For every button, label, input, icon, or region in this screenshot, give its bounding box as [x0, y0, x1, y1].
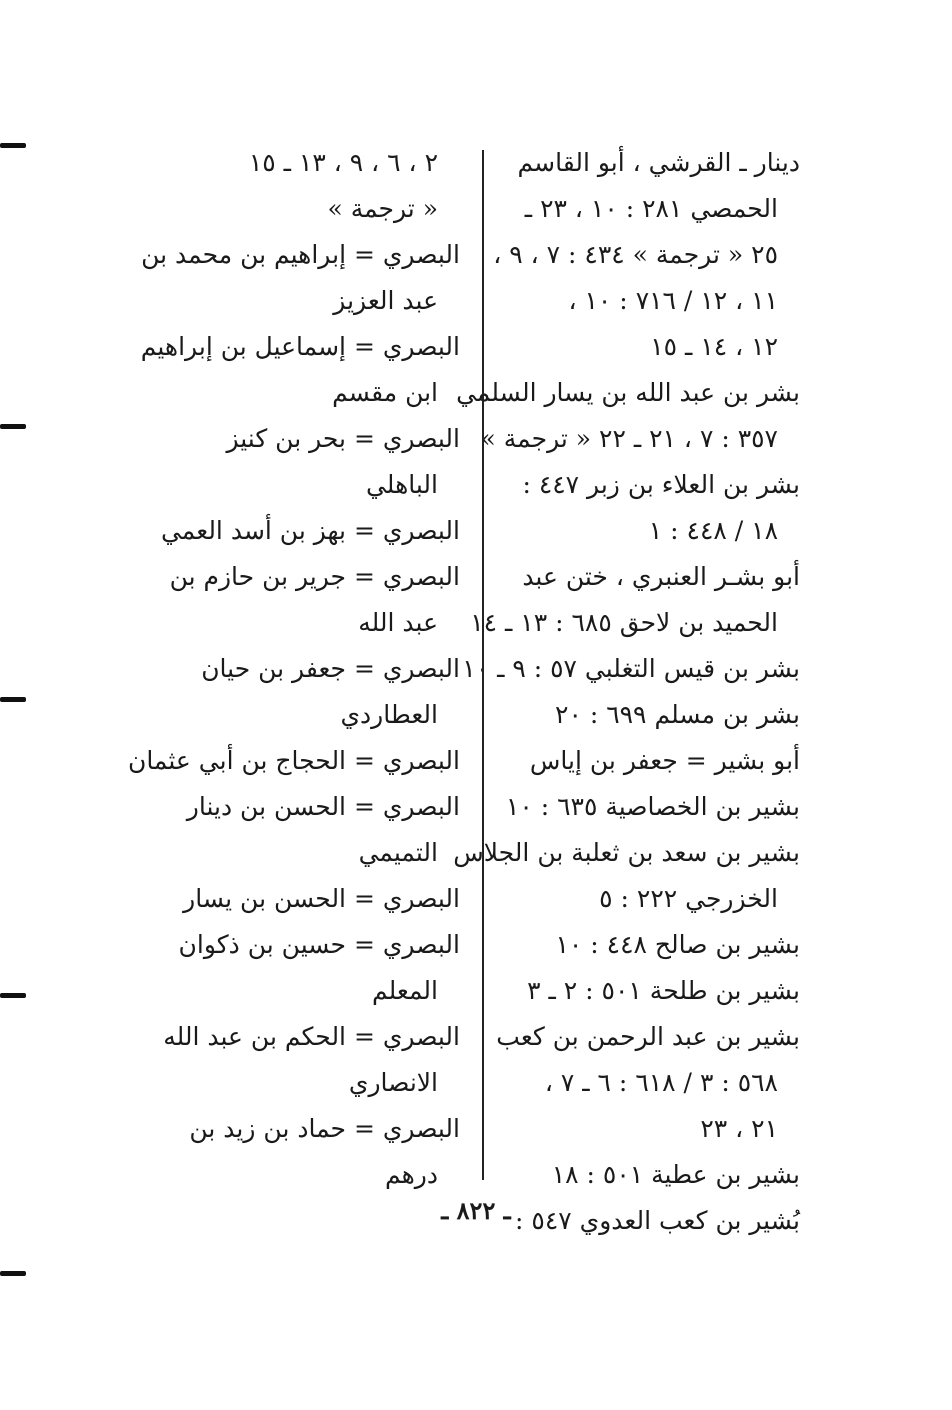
- left-index-entry-line: العطاردي: [340, 700, 438, 729]
- left-index-entry-line: التميمي: [358, 838, 438, 867]
- left-index-entry-line: « ترجمة »: [327, 194, 438, 223]
- right-index-entry-line: الحميد بن لاحق ٦٨٥ : ١٣ ـ ١٤: [470, 608, 778, 637]
- column-divider: [482, 150, 484, 1180]
- left-index-entry-line: البصري = الحجاج بن أبي عثمان: [127, 746, 460, 775]
- index-column-left: [127, 140, 460, 1198]
- margin-mark: [0, 143, 26, 148]
- right-index-entry-line: بشير بن صالح ٤٤٨ : ١٠: [555, 930, 800, 959]
- left-index-entry-line: البصري = الحكم بن عبد الله: [163, 1022, 460, 1051]
- right-index-entry-line: ٥٦٨ : ٣ / ٦١٨ : ٦ ـ ٧ ،: [544, 1068, 778, 1097]
- left-index-entry-line: البصري = حماد بن زيد بن: [189, 1114, 460, 1143]
- right-index-entry-line: بشير بن عطية ٥٠١ : ١٨: [551, 1160, 800, 1189]
- right-index-entry-line: أبو بشير = جعفر بن إياس: [529, 746, 800, 775]
- right-index-entry-line: أبو بشـر العنبري ، ختن عبد: [522, 562, 800, 591]
- left-index-entry-line: البصري = بهز بن أسد العمي: [160, 516, 460, 545]
- left-index-entry-line: ابن مقسم: [332, 378, 438, 407]
- right-index-entry-line: ٣٥٧ : ٧ ، ٢١ ـ ٢٢ « ترجمة »: [480, 424, 778, 453]
- margin-mark: [0, 993, 26, 998]
- right-index-entry-line: ١٨ / ٤٤٨ : ١: [648, 516, 778, 545]
- margin-mark: [0, 697, 26, 702]
- left-index-entry-line: عبد الله: [358, 608, 438, 637]
- left-index-entry-line: البصري = إسماعيل بن إبراهيم: [140, 332, 460, 361]
- right-index-entry-line: بشير بن الخصاصية ٦٣٥ : ١٠: [505, 792, 800, 821]
- left-index-entry-line: المعلم: [372, 976, 438, 1005]
- left-index-entry-line: البصري = إبراهيم بن محمد بن: [141, 240, 460, 269]
- right-index-entry-line: بشر بن قيس التغلبي ٥٧ : ٩ ـ ١٠: [462, 654, 800, 683]
- left-index-entry-line: البصري = الحسن بن يسار: [183, 884, 460, 913]
- right-index-entry-line: بشير بن سعد بن ثعلبة بن الجلاس: [453, 838, 800, 867]
- left-index-entry-line: البصري = حسين بن ذكوان: [178, 930, 460, 959]
- left-index-entry-line: درهم: [384, 1160, 438, 1189]
- left-index-entry-line: الباهلي: [365, 470, 438, 499]
- right-index-entry-line: بشر بن عبد الله بن يسار السلمي: [456, 378, 800, 407]
- right-index-entry-line: الحمصي ٢٨١ : ١٠ ، ٢٣ ـ: [524, 194, 778, 223]
- right-index-entry-line: دينار ـ القرشي ، أبو القاسم: [517, 148, 800, 177]
- right-index-entry-line: الخزرجي ٢٢٢ : ٥: [599, 884, 778, 913]
- left-index-entry-line: البصري = جعفر بن حيان: [201, 654, 460, 683]
- left-index-entry-line: البصري = الحسن بن دينار: [186, 792, 460, 821]
- right-index-entry-line: بشر بن مسلم ٦٩٩ : ٢٠: [555, 700, 800, 729]
- right-index-entry-line: بشير بن طلحة ٥٠١ : ٢ ـ ٣: [527, 976, 800, 1005]
- left-index-entry-line: البصري = بحر بن كنيز: [226, 424, 460, 453]
- right-index-entry-line: بشير بن عبد الرحمن بن كعب: [496, 1022, 800, 1051]
- right-index-entry-line: بشر بن العلاء بن زبر ٤٤٧ :: [522, 470, 800, 499]
- margin-mark: [0, 424, 26, 429]
- right-index-entry-line: ٢١ ، ٢٣: [700, 1114, 778, 1143]
- right-index-entry-line: بُشير بن كعب العدوي ٥٤٧ :: [515, 1206, 800, 1235]
- right-index-entry-line: ٢٥ « ترجمة » ٤٣٤ : ٧ ، ٩ ،: [493, 240, 778, 269]
- margin-mark: [0, 1271, 26, 1276]
- page-number: ـ ٨٢٢ ـ: [441, 1196, 511, 1225]
- left-index-entry-line: البصري = جرير بن حازم بن: [169, 562, 460, 591]
- left-index-entry-line: الانصاري: [348, 1068, 438, 1097]
- right-index-entry-line: ١٢ ، ١٤ ـ ١٥: [650, 332, 778, 361]
- left-index-entry-line: ٢ ، ٦ ، ٩ ، ١٣ ـ ١٥: [248, 148, 438, 177]
- right-index-entry-line: ١١ ، ١٢ / ٧١٦ : ١٠ ،: [568, 286, 778, 315]
- left-index-entry-line: عبد العزيز: [333, 286, 438, 315]
